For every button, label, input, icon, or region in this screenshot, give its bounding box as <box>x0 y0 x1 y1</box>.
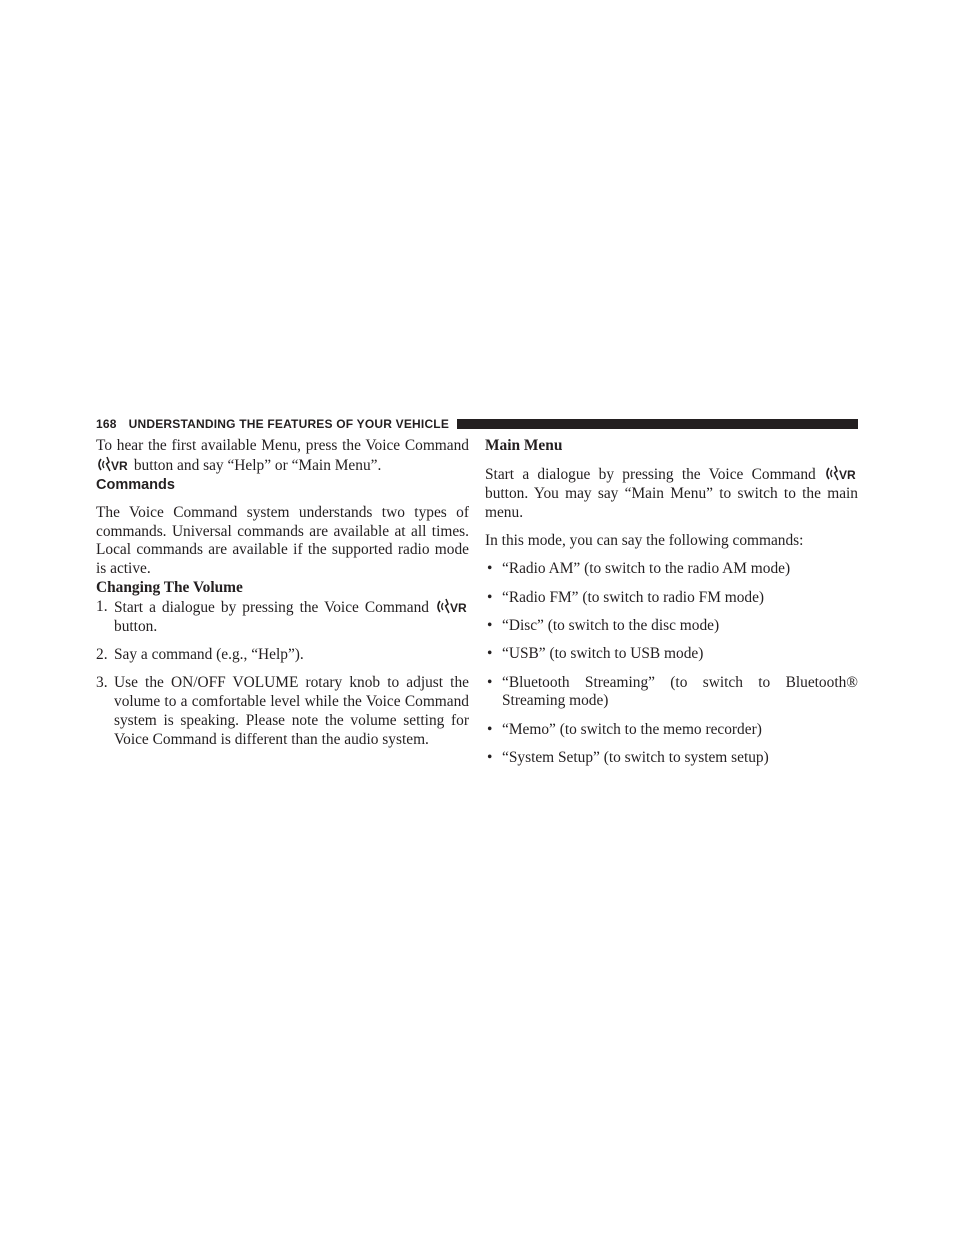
bullet: • <box>487 588 493 606</box>
page-header <box>96 416 858 432</box>
main-menu-heading: Main Menu <box>485 437 563 454</box>
step-number: 1. <box>96 597 108 615</box>
vr-label: VR <box>838 468 856 483</box>
bullet: • <box>487 673 493 691</box>
voice-recognition-icon <box>96 456 130 473</box>
command-text: “System Setup” (to switch to system setup) <box>502 749 769 767</box>
mode-intro: In this mode, you can say the following commands: <box>485 532 804 550</box>
voice-recognition-icon <box>435 598 469 615</box>
commands-heading: Commands <box>96 476 175 493</box>
section-title: UNDERSTANDING THE FEATURES OF YOUR VEHICLE <box>128 417 450 431</box>
vr-label: VR <box>449 600 467 615</box>
step-number: 2. <box>96 645 108 663</box>
bullet: • <box>487 720 493 738</box>
list-item <box>485 560 858 579</box>
step-text <box>114 598 469 637</box>
vr-label: VR <box>111 458 128 473</box>
list-item <box>485 589 858 608</box>
main-menu-text-end: button. You may say “Main Menu” to switch to the main menu. <box>485 485 858 521</box>
bullet: • <box>487 749 493 767</box>
list-item <box>485 749 858 768</box>
command-text: “Bluetooth Streaming” (to switch to Bluetooth® Streaming mode) <box>502 673 858 710</box>
command-text: “Memo” (to switch to the memo recorder) <box>502 720 762 738</box>
intro-paragraph <box>96 437 469 476</box>
step-text-start: Start a dialogue by pressing the Voice Command <box>114 598 429 616</box>
bullet: • <box>487 617 493 635</box>
step-text: Use the ON/OFF VOLUME rotary knob to adjust the volume to a comfortable level while the Voice Command system is speaking. Please note the volume setting for Voice Command is different than the audio system. <box>114 674 469 748</box>
bullet: • <box>487 645 493 663</box>
commands-paragraph: The Voice Command system understands two types of commands. Universal commands are available at all times. Local commands are available if the supported radio mode is active. <box>96 503 469 578</box>
voice-recognition-icon <box>824 465 858 482</box>
header-rule <box>457 419 858 429</box>
right-column <box>485 437 858 768</box>
page-number: 168 <box>96 417 117 431</box>
volume-heading: Changing The Volume <box>96 579 243 597</box>
main-menu-text-start: Start a dialogue by pressing the Voice Command <box>485 466 816 484</box>
step-item <box>96 646 469 665</box>
list-item <box>485 645 858 664</box>
bullet: • <box>487 560 493 578</box>
intro-text-start: To hear the first available Menu, press the Voice Command <box>96 437 469 454</box>
command-text: “USB” (to switch to USB mode) <box>502 645 704 663</box>
left-column <box>96 437 469 749</box>
command-list <box>485 560 858 767</box>
list-item <box>485 721 858 740</box>
step-item <box>96 674 469 749</box>
list-item <box>485 617 858 636</box>
main-menu-paragraph <box>485 465 858 522</box>
intro-text-end: button and say “Help” or “Main Menu”. <box>133 456 382 474</box>
step-text: Say a command (e.g., “Help”). <box>114 645 304 663</box>
volume-steps <box>96 598 469 750</box>
step-item <box>96 598 469 637</box>
step-number: 3. <box>96 674 108 692</box>
command-text: “Radio AM” (to switch to the radio AM mode) <box>502 560 791 578</box>
command-text: “Radio FM” (to switch to radio FM mode) <box>502 588 765 606</box>
list-item <box>485 674 858 712</box>
command-text: “Disc” (to switch to the disc mode) <box>502 617 720 635</box>
step-text-end: button. <box>114 617 158 635</box>
